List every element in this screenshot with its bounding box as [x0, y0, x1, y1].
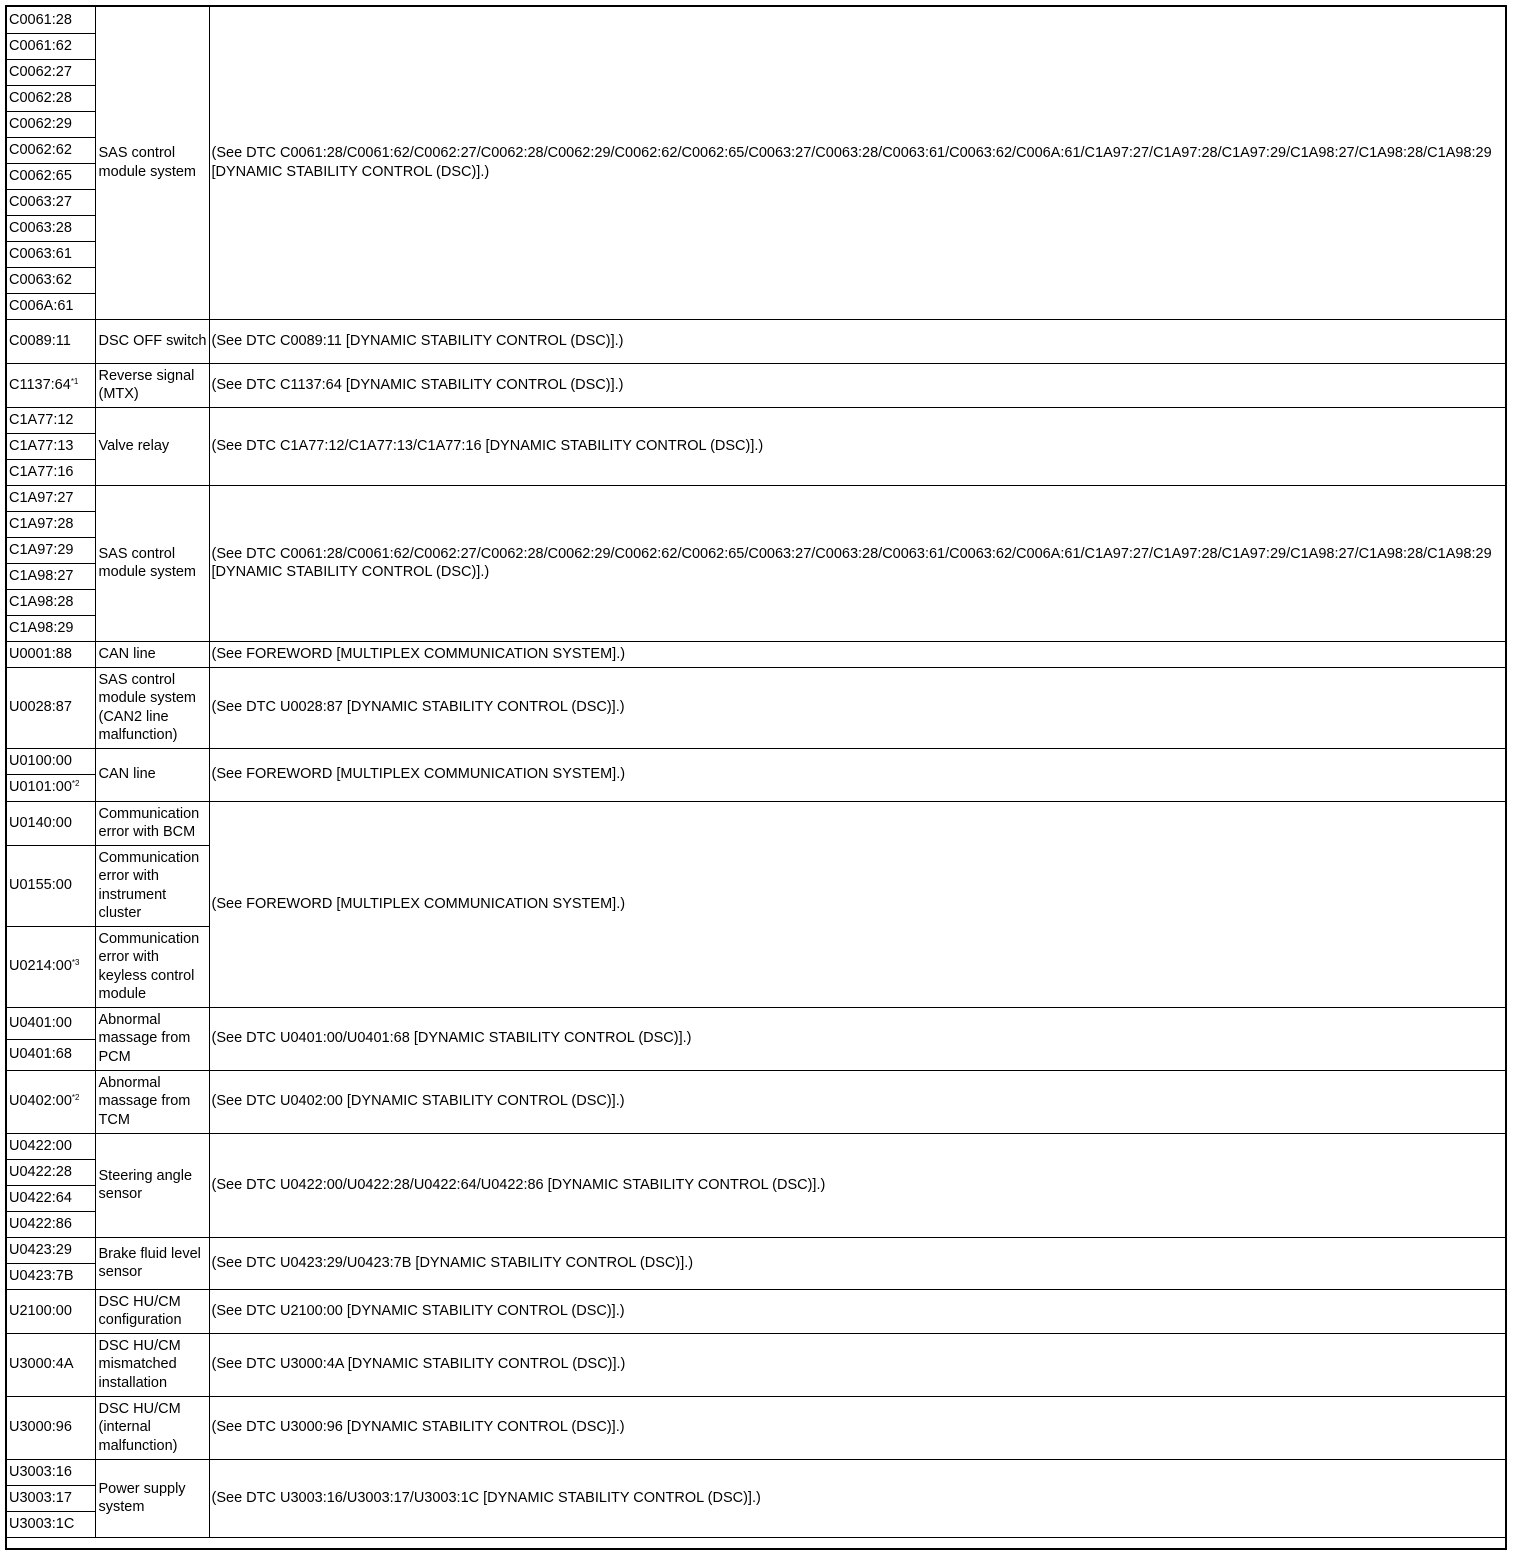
dtc-code: C0062:28 [7, 85, 95, 111]
dtc-code: C1137:64$^{*1}$ [7, 363, 95, 407]
dtc-code: U3003:16 [7, 1459, 95, 1485]
dtc-reference: (See DTC U3000:96 [DYNAMIC STABILITY CONTROL (DSC)].) [209, 1396, 1505, 1459]
dtc-code: U0422:64 [7, 1185, 95, 1211]
footnote-marker: *1 [70, 376, 79, 386]
dtc-code: C0062:27 [7, 59, 95, 85]
dtc-code: C1A98:28 [7, 589, 95, 615]
dtc-code: U0101:00$^{*2}$ [7, 774, 95, 801]
dtc-code: C0061:28 [7, 7, 95, 33]
footnote-marker: *2 [71, 779, 80, 789]
dtc-code: U0402:00$^{*2}$ [7, 1070, 95, 1133]
dtc-code: U0100:00 [7, 748, 95, 774]
dtc-reference: (See DTC U0422:00/U0422:28/U0422:64/U0422:86 [DYNAMIC STABILITY CONTROL (DSC)].) [209, 1133, 1505, 1237]
dtc-description: Power supply system [95, 1459, 209, 1537]
dtc-reference: (See DTC U0423:29/U0423:7B [DYNAMIC STABILITY CONTROL (DSC)].) [209, 1237, 1505, 1289]
dtc-description: Communication error with BCM [95, 801, 209, 845]
dtc-reference: (See FOREWORD [MULTIPLEX COMMUNICATION SYSTEM].) [209, 748, 1505, 801]
dtc-code: C1A98:27 [7, 563, 95, 589]
dtc-code: U3003:1C [7, 1511, 95, 1537]
table-row [7, 1237, 1505, 1263]
dtc-code: C0063:61 [7, 241, 95, 267]
dtc-code: C1A97:27 [7, 485, 95, 511]
table-row [7, 1289, 1505, 1333]
dtc-code: C0063:27 [7, 189, 95, 215]
dtc-table [7, 7, 1505, 1538]
dtc-description: DSC HU/CM (internal malfunction) [95, 1396, 209, 1459]
dtc-table-body [7, 7, 1505, 1537]
dtc-reference: (See DTC U0028:87 [DYNAMIC STABILITY CONTROL (DSC)].) [209, 667, 1505, 748]
dtc-code: U0401:00 [7, 1007, 95, 1039]
dtc-code: U0214:00$^{*3}$ [7, 926, 95, 1007]
dtc-code: U0423:7B [7, 1263, 95, 1289]
dtc-description: Communication error with keyless control module [95, 926, 209, 1007]
dtc-reference: (See DTC C1137:64 [DYNAMIC STABILITY CONTROL (DSC)].) [209, 363, 1505, 407]
dtc-description: Reverse signal (MTX) [95, 363, 209, 407]
table-row [7, 1133, 1505, 1159]
footnote-marker: *2 [71, 1093, 80, 1103]
dtc-code: C0063:28 [7, 215, 95, 241]
dtc-description: SAS control module system (CAN2 line malfunction) [95, 667, 209, 748]
dtc-code: U2100:00 [7, 1289, 95, 1333]
dtc-code: U0140:00 [7, 801, 95, 845]
dtc-description: CAN line [95, 748, 209, 801]
dtc-code: C006A:61 [7, 293, 95, 319]
dtc-code: C0061:62 [7, 33, 95, 59]
dtc-description: CAN line [95, 641, 209, 667]
dtc-code: U3003:17 [7, 1485, 95, 1511]
dtc-description: Brake fluid level sensor [95, 1237, 209, 1289]
dtc-code: U0422:00 [7, 1133, 95, 1159]
table-row [7, 1396, 1505, 1459]
table-row [7, 1333, 1505, 1396]
dtc-code: U0422:86 [7, 1211, 95, 1237]
dtc-code: C1A77:13 [7, 433, 95, 459]
dtc-code: C1A77:16 [7, 459, 95, 485]
dtc-reference: (See DTC U2100:00 [DYNAMIC STABILITY CONTROL (DSC)].) [209, 1289, 1505, 1333]
dtc-reference: (See DTC U3000:4A [DYNAMIC STABILITY CONTROL (DSC)].) [209, 1333, 1505, 1396]
dtc-reference: (See FOREWORD [MULTIPLEX COMMUNICATION SYSTEM].) [209, 641, 1505, 667]
dtc-description: Steering angle sensor [95, 1133, 209, 1237]
table-row [7, 1459, 1505, 1485]
footnote-marker: *3 [71, 958, 80, 968]
table-row [7, 641, 1505, 667]
dtc-reference: (See DTC U0401:00/U0401:68 [DYNAMIC STABILITY CONTROL (DSC)].) [209, 1007, 1505, 1070]
dtc-code: U0028:87 [7, 667, 95, 748]
table-row [7, 1070, 1505, 1133]
dtc-code: C1A77:12 [7, 407, 95, 433]
dtc-reference: (See DTC C0061:28/C0061:62/C0062:27/C0062:28/C0062:29/C0062:62/C0062:65/C0063:27/C0063:28/C0063:61/C0063:62/C006A:61/C1A97:27/C1A97:28/C1A97:29/C1A98:27/C1A98:28/C1A98:29 [DYNAMIC STABILITY CONTROL (DSC)].) [209, 7, 1505, 319]
dtc-code: C0062:62 [7, 137, 95, 163]
dtc-description: Valve relay [95, 407, 209, 485]
dtc-reference: (See DTC C0061:28/C0061:62/C0062:27/C0062:28/C0062:29/C0062:62/C0062:65/C0063:27/C0063:28/C0063:61/C0063:62/C006A:61/C1A97:27/C1A97:28/C1A97:29/C1A98:27/C1A98:28/C1A98:29 [DYNAMIC STABILITY CONTROL (DSC)].) [209, 485, 1505, 641]
dtc-code: C0063:62 [7, 267, 95, 293]
dtc-code: U0155:00 [7, 845, 95, 926]
dtc-description: DSC OFF switch [95, 319, 209, 363]
dtc-description: Abnormal massage from TCM [95, 1070, 209, 1133]
dtc-description: Communication error with instrument cluster [95, 845, 209, 926]
table-row [7, 667, 1505, 748]
dtc-code: U0422:28 [7, 1159, 95, 1185]
dtc-description: DSC HU/CM configuration [95, 1289, 209, 1333]
table-row [7, 7, 1505, 33]
dtc-reference: (See FOREWORD [MULTIPLEX COMMUNICATION SYSTEM].) [209, 801, 1505, 1007]
dtc-code: C0089:11 [7, 319, 95, 363]
dtc-code: U0423:29 [7, 1237, 95, 1263]
table-row [7, 407, 1505, 433]
table-row [7, 363, 1505, 407]
dtc-table-frame [5, 5, 1507, 1550]
table-row [7, 485, 1505, 511]
dtc-code: C1A97:28 [7, 511, 95, 537]
dtc-reference: (See DTC U0402:00 [DYNAMIC STABILITY CONTROL (DSC)].) [209, 1070, 1505, 1133]
dtc-reference: (See DTC U3003:16/U3003:17/U3003:1C [DYNAMIC STABILITY CONTROL (DSC)].) [209, 1459, 1505, 1537]
dtc-reference: (See DTC C1A77:12/C1A77:13/C1A77:16 [DYNAMIC STABILITY CONTROL (DSC)].) [209, 407, 1505, 485]
dtc-code: U3000:4A [7, 1333, 95, 1396]
dtc-description: Abnormal massage from PCM [95, 1007, 209, 1070]
dtc-code: U0001:88 [7, 641, 95, 667]
dtc-description: DSC HU/CM mismatched installation [95, 1333, 209, 1396]
table-row [7, 801, 1505, 845]
dtc-code: C0062:29 [7, 111, 95, 137]
dtc-code: U0401:68 [7, 1039, 95, 1070]
dtc-description: SAS control module system [95, 485, 209, 641]
dtc-code: U3000:96 [7, 1396, 95, 1459]
table-row [7, 1007, 1505, 1039]
table-row [7, 319, 1505, 363]
dtc-code: C0062:65 [7, 163, 95, 189]
dtc-code: C1A97:29 [7, 537, 95, 563]
dtc-reference: (See DTC C0089:11 [DYNAMIC STABILITY CONTROL (DSC)].) [209, 319, 1505, 363]
dtc-description: SAS control module system [95, 7, 209, 319]
dtc-code: C1A98:29 [7, 615, 95, 641]
table-row [7, 748, 1505, 774]
